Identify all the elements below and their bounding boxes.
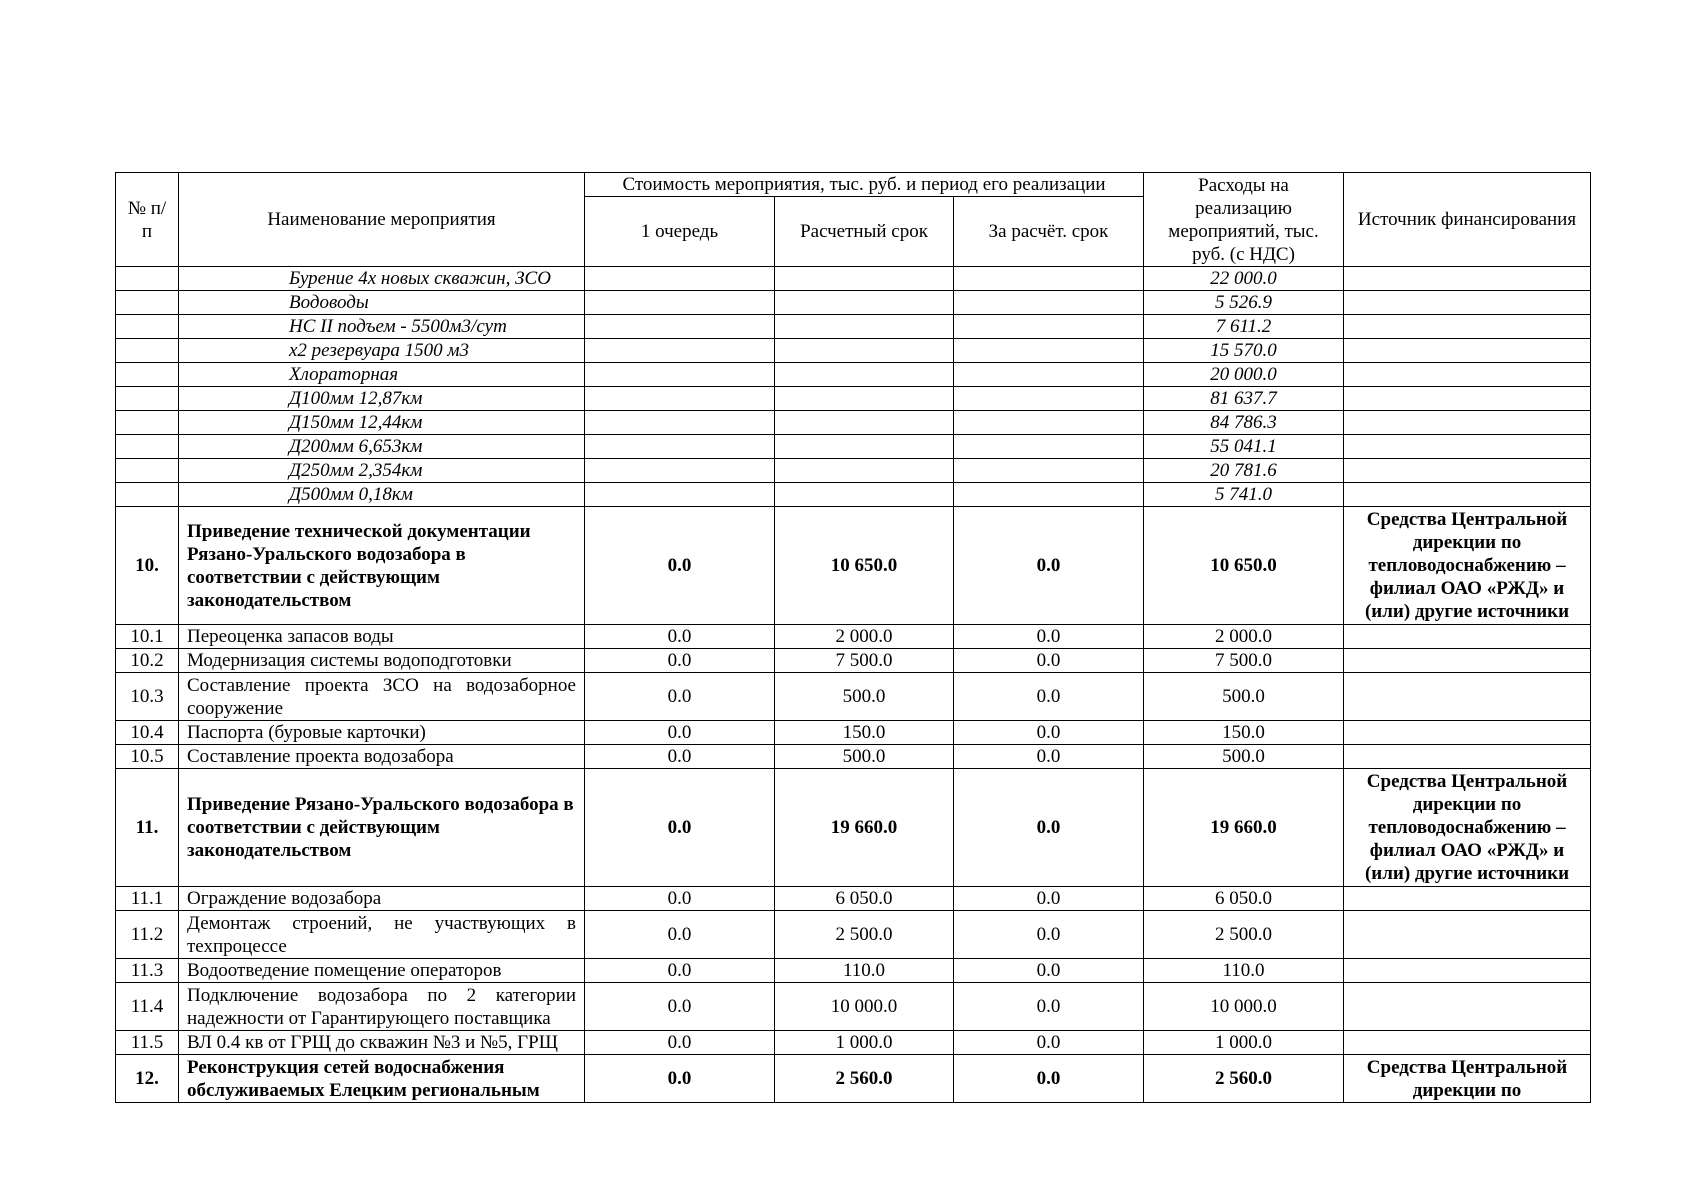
row-stage1: 0.0 [585,1055,775,1103]
table-row [116,625,1591,649]
row-num: 10.2 [116,649,179,673]
header-cost-group: Стоимость мероприятия, тыс. руб. и период его реализации [585,173,1144,197]
item-name: Д150мм 12,44км [179,411,585,435]
row-stage1: 0.0 [585,745,775,769]
table-row [116,435,1591,459]
item-total: 84 786.3 [1144,411,1344,435]
row-num: 10.3 [116,673,179,721]
row-stage1: 0.0 [585,625,775,649]
item-name: НС II подъем - 5500м3/сут [179,315,585,339]
row-name: ВЛ 0.4 кв от ГРЩ до скважин №3 и №5, ГРЩ [179,1031,585,1055]
table-row [116,1031,1591,1055]
row-beyond: 0.0 [954,673,1144,721]
item-total: 15 570.0 [1144,339,1344,363]
row-calc: 2 560.0 [775,1055,954,1103]
table-row-section [116,1055,1591,1103]
table-row [116,411,1591,435]
table-row [116,315,1591,339]
row-source: Средства Центральной дирекции по тепловодоснабжению – филиал ОАО «РЖД» и (или) другие источники [1344,769,1591,887]
row-name: Составление проекта ЗСО на водозаборное сооружение [179,673,585,721]
row-total: 2 500.0 [1144,911,1344,959]
table-row-section [116,769,1591,887]
table-row [116,291,1591,315]
row-beyond: 0.0 [954,911,1144,959]
item-total: 55 041.1 [1144,435,1344,459]
item-name: Д500мм 0,18км [179,483,585,507]
row-total: 1 000.0 [1144,1031,1344,1055]
item-total: 7 611.2 [1144,315,1344,339]
row-total: 110.0 [1144,959,1344,983]
row-stage1: 0.0 [585,673,775,721]
table-row [116,267,1591,291]
row-total: 2 560.0 [1144,1055,1344,1103]
item-total: 5 526.9 [1144,291,1344,315]
row-calc: 2 500.0 [775,911,954,959]
row-name: Водоотведение помещение операторов [179,959,585,983]
row-stage1: 0.0 [585,1031,775,1055]
item-total: 22 000.0 [1144,267,1344,291]
item-name: Д200мм 6,653км [179,435,585,459]
row-num: 11.2 [116,911,179,959]
row-num: 11.1 [116,887,179,911]
row-num: 10.5 [116,745,179,769]
row-name: Реконструкция сетей водоснабжения обслуживаемых Елецким региональным [179,1055,585,1103]
row-total: 10 000.0 [1144,983,1344,1031]
row-calc: 10 650.0 [775,507,954,625]
row-total: 10 650.0 [1144,507,1344,625]
row-name: Переоценка запасов воды [179,625,585,649]
table-row [116,673,1591,721]
header-name: Наименование мероприятия [179,173,585,267]
row-beyond: 0.0 [954,959,1144,983]
row-source: Средства Центральной дирекции по тепловодоснабжению – филиал ОАО «РЖД» и (или) другие источники [1344,507,1591,625]
item-name: Хлораторная [179,363,585,387]
row-num: 10.4 [116,721,179,745]
row-total: 500.0 [1144,745,1344,769]
row-beyond: 0.0 [954,721,1144,745]
row-name: Демонтаж строений, не участвующих в техпроцессе [179,911,585,959]
row-num: 10.1 [116,625,179,649]
row-beyond: 0.0 [954,1031,1144,1055]
row-num: 11.5 [116,1031,179,1055]
row-total: 7 500.0 [1144,649,1344,673]
document-page [115,172,1590,1103]
table-row [116,721,1591,745]
row-name: Приведение технической документации Рязано-Уральского водозабора в соответствии с действующим законодательством [179,507,585,625]
row-calc: 2 000.0 [775,625,954,649]
row-total: 6 050.0 [1144,887,1344,911]
item-total: 20 000.0 [1144,363,1344,387]
table-row [116,363,1591,387]
measures-table [115,172,1591,1103]
item-name: Д250мм 2,354км [179,459,585,483]
row-num: 10. [116,507,179,625]
row-stage1: 0.0 [585,887,775,911]
row-beyond: 0.0 [954,625,1144,649]
header-beyond-period: За расчёт. срок [954,197,1144,267]
table-row [116,649,1591,673]
row-total: 19 660.0 [1144,769,1344,887]
row-num: 11.4 [116,983,179,1031]
row-total: 150.0 [1144,721,1344,745]
row-calc: 10 000.0 [775,983,954,1031]
row-calc: 7 500.0 [775,649,954,673]
table-row [116,911,1591,959]
header-num: № п/п [116,173,179,267]
table-row [116,745,1591,769]
row-calc: 110.0 [775,959,954,983]
row-stage1: 0.0 [585,721,775,745]
row-total: 500.0 [1144,673,1344,721]
table-row-section [116,507,1591,625]
table-row [116,983,1591,1031]
row-name: Модернизация системы водоподготовки [179,649,585,673]
row-calc: 500.0 [775,745,954,769]
row-num: 12. [116,1055,179,1103]
item-total: 20 781.6 [1144,459,1344,483]
table-row [116,387,1591,411]
row-calc: 6 050.0 [775,887,954,911]
row-stage1: 0.0 [585,649,775,673]
row-stage1: 0.0 [585,959,775,983]
header-expenses: Расходы на реализацию мероприятий, тыс. руб. (с НДС) [1144,173,1344,267]
row-beyond: 0.0 [954,649,1144,673]
row-name: Ограждение водозабора [179,887,585,911]
row-beyond: 0.0 [954,769,1144,887]
header-source: Источник финансирования [1344,173,1591,267]
row-stage1: 0.0 [585,769,775,887]
row-beyond: 0.0 [954,983,1144,1031]
row-stage1: 0.0 [585,983,775,1031]
table-row [116,339,1591,363]
table-row [116,483,1591,507]
item-total: 81 637.7 [1144,387,1344,411]
table-row [116,959,1591,983]
row-calc: 19 660.0 [775,769,954,887]
row-calc: 1 000.0 [775,1031,954,1055]
row-num: 11. [116,769,179,887]
row-stage1: 0.0 [585,507,775,625]
row-beyond: 0.0 [954,507,1144,625]
row-calc: 500.0 [775,673,954,721]
row-name: Приведение Рязано-Уральского водозабора в соответствии с действующим законодательством [179,769,585,887]
row-name: Паспорта (буровые карточки) [179,721,585,745]
table-row [116,459,1591,483]
row-calc: 150.0 [775,721,954,745]
header-calc-period: Расчетный срок [775,197,954,267]
row-beyond: 0.0 [954,1055,1144,1103]
row-name: Составление проекта водозабора [179,745,585,769]
header-stage1: 1 очередь [585,197,775,267]
item-name: Д100мм 12,87км [179,387,585,411]
item-name: Бурение 4х новых скважин, ЗСО [179,267,585,291]
row-beyond: 0.0 [954,745,1144,769]
row-source: Средства Центральной дирекции по [1344,1055,1591,1103]
item-name: х2 резервуара 1500 м3 [179,339,585,363]
row-stage1: 0.0 [585,911,775,959]
item-name: Водоводы [179,291,585,315]
table-row [116,887,1591,911]
row-beyond: 0.0 [954,887,1144,911]
row-name: Подключение водозабора по 2 категории надежности от Гарантирующего поставщика [179,983,585,1031]
row-num: 11.3 [116,959,179,983]
row-total: 2 000.0 [1144,625,1344,649]
item-total: 5 741.0 [1144,483,1344,507]
